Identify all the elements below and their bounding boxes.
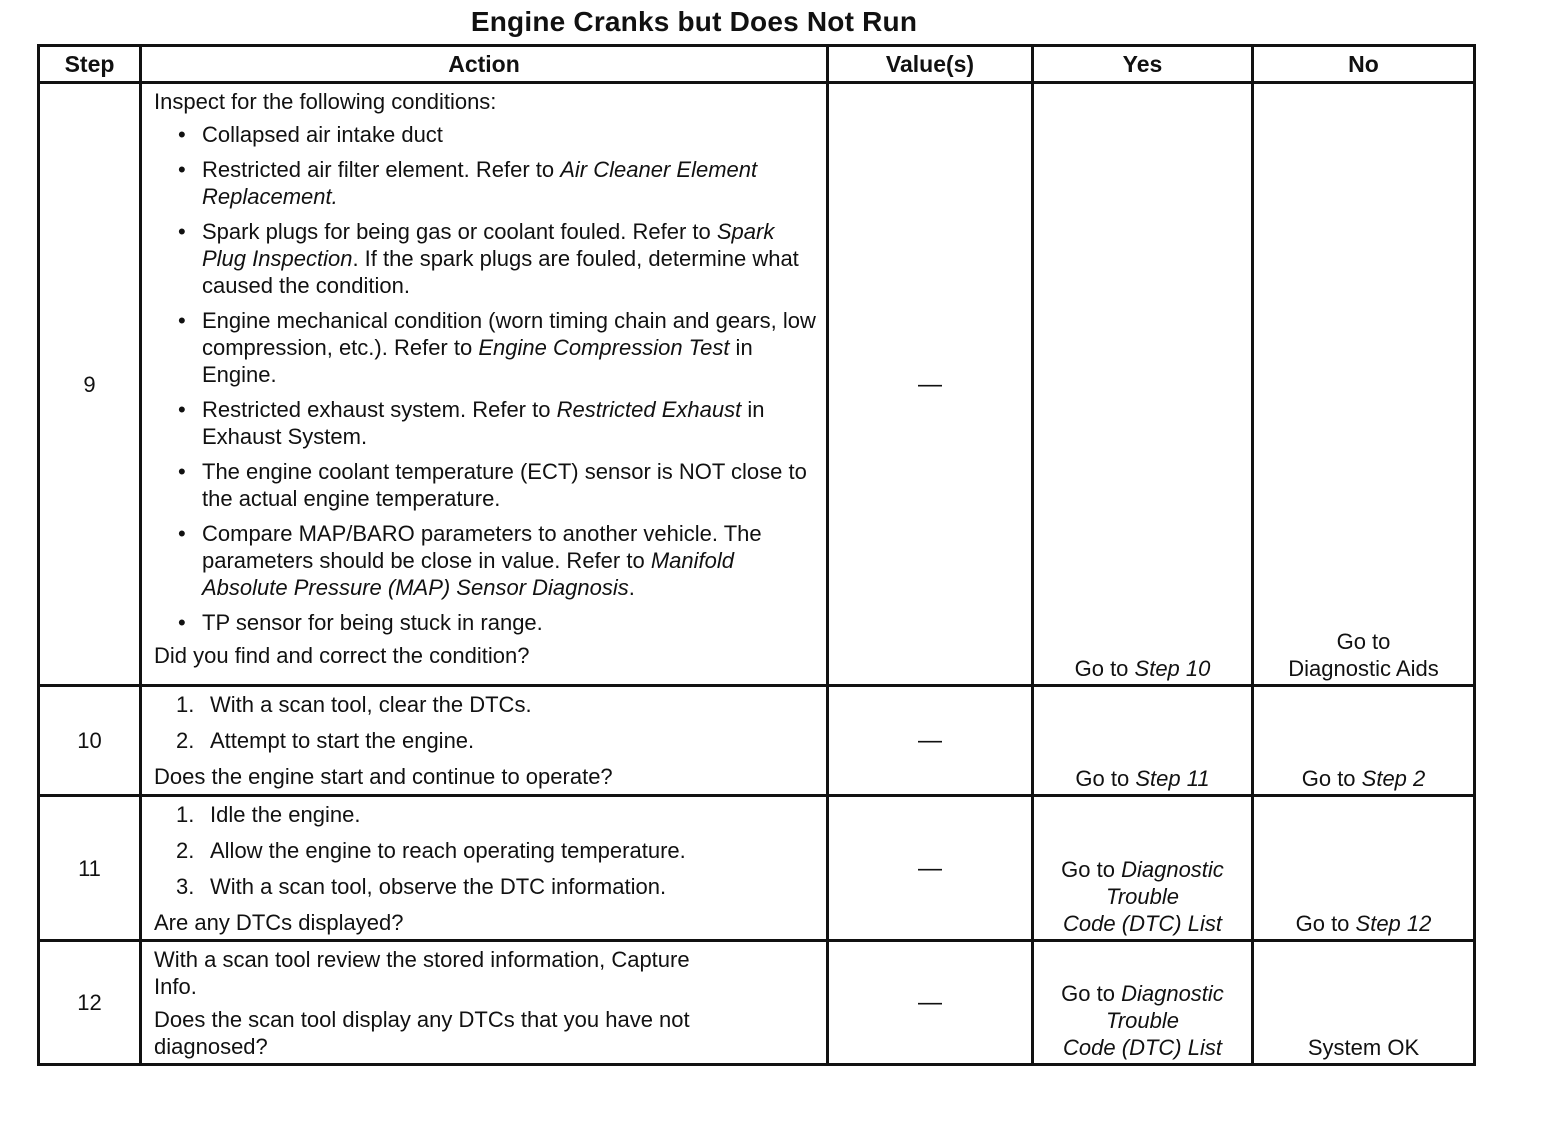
reference-link[interactable]: Engine Compression Test [478,335,730,360]
yes-cell[interactable]: Go to Diagnostic Trouble Code (DTC) List [1033,796,1253,941]
header-row [39,46,1475,83]
action-question: Are any DTCs displayed? [154,910,404,935]
list-item: • The engine coolant temperature (ECT) sensor is NOT close to the actual engine temperature. [178,459,807,511]
no-cell[interactable]: System OK [1253,941,1475,1065]
table-row [39,941,1475,1065]
no-cell[interactable]: Go to Step 12 [1253,796,1475,941]
value-cell: — [828,941,1033,1065]
action-cell [141,796,828,941]
list-item: • Spark plugs for being gas or coolant fouled. Refer to Spark Plug Inspection. If the spark plugs are fouled, determine what caused the condition. [178,219,799,298]
list-item: • Restricted air filter element. Refer to Air Cleaner Element Replacement. [178,157,758,209]
action-question: Did you find and correct the condition? [154,643,530,668]
value-cell: — [828,686,1033,796]
list-item: • TP sensor for being stuck in range. [178,610,543,635]
header-values: Value(s) [828,46,1033,83]
reference-link[interactable]: Restricted Exhaust [556,397,742,422]
page-title: Engine Cranks but Does Not Run [470,6,918,37]
list-item: • Compare MAP/BARO parameters to another vehicle. The parameters should be close in value. Refer to Manifold Absolute Pressure (MAP) Sensor Diagnosis. [178,521,762,600]
procedure-list [154,691,816,754]
yes-cell[interactable]: Go to Step 11 [1033,686,1253,796]
step-number: 9 [39,83,141,686]
list-item: 1. With a scan tool, clear the DTCs. [176,692,532,717]
table-row [39,686,1475,796]
header-step: Step [39,46,141,83]
header-no: No [1253,46,1475,83]
yes-cell[interactable]: Go to Diagnostic Trouble Code (DTC) List [1033,941,1253,1065]
yes-cell[interactable]: Go to Step 10 [1033,83,1253,686]
value-cell: — [828,83,1033,686]
step-number: 11 [39,796,141,941]
list-item: • Engine mechanical condition (worn timing chain and gears, low compression, etc.). Refer to Engine Compression Test in Engine. [178,308,816,387]
action-lead: With a scan tool review the stored information, Capture Info. [154,947,690,999]
step-number: 10 [39,686,141,796]
action-question: Does the engine start and continue to operate? [154,764,613,789]
action-cell [141,686,828,796]
list-item: • Collapsed air intake duct [178,122,443,147]
step-number: 12 [39,941,141,1065]
header-yes: Yes [1033,46,1253,83]
list-item: 2. Allow the engine to reach operating temperature. [176,838,686,863]
condition-list [154,121,816,636]
reference-link[interactable]: Manifold Absolute Pressure (MAP) Sensor Diagnosis [202,548,734,600]
no-cell[interactable]: Go to Step 2 [1253,686,1475,796]
list-item: 3. With a scan tool, observe the DTC information. [176,874,667,899]
reference-link[interactable]: Spark Plug Inspection [202,219,775,271]
procedure-list [154,801,816,900]
action-lead: Inspect for the following conditions: [154,89,497,114]
action-cell [141,83,828,686]
table-row [39,796,1475,941]
list-item: 2. Attempt to start the engine. [176,728,475,753]
list-item: 1. Idle the engine. [176,802,361,827]
action-question: Does the scan tool display any DTCs that you have not diagnosed? [154,1007,690,1059]
reference-link[interactable]: Air Cleaner Element Replacement. [202,157,758,209]
header-action: Action [141,46,828,83]
diagnostic-table [37,44,1476,1066]
table-row [39,83,1475,686]
value-cell: — [828,796,1033,941]
action-cell [141,941,828,1065]
no-cell[interactable]: Go to Diagnostic Aids [1253,83,1475,686]
list-item: • Restricted exhaust system. Refer to Restricted Exhaust in Exhaust System. [178,397,765,449]
